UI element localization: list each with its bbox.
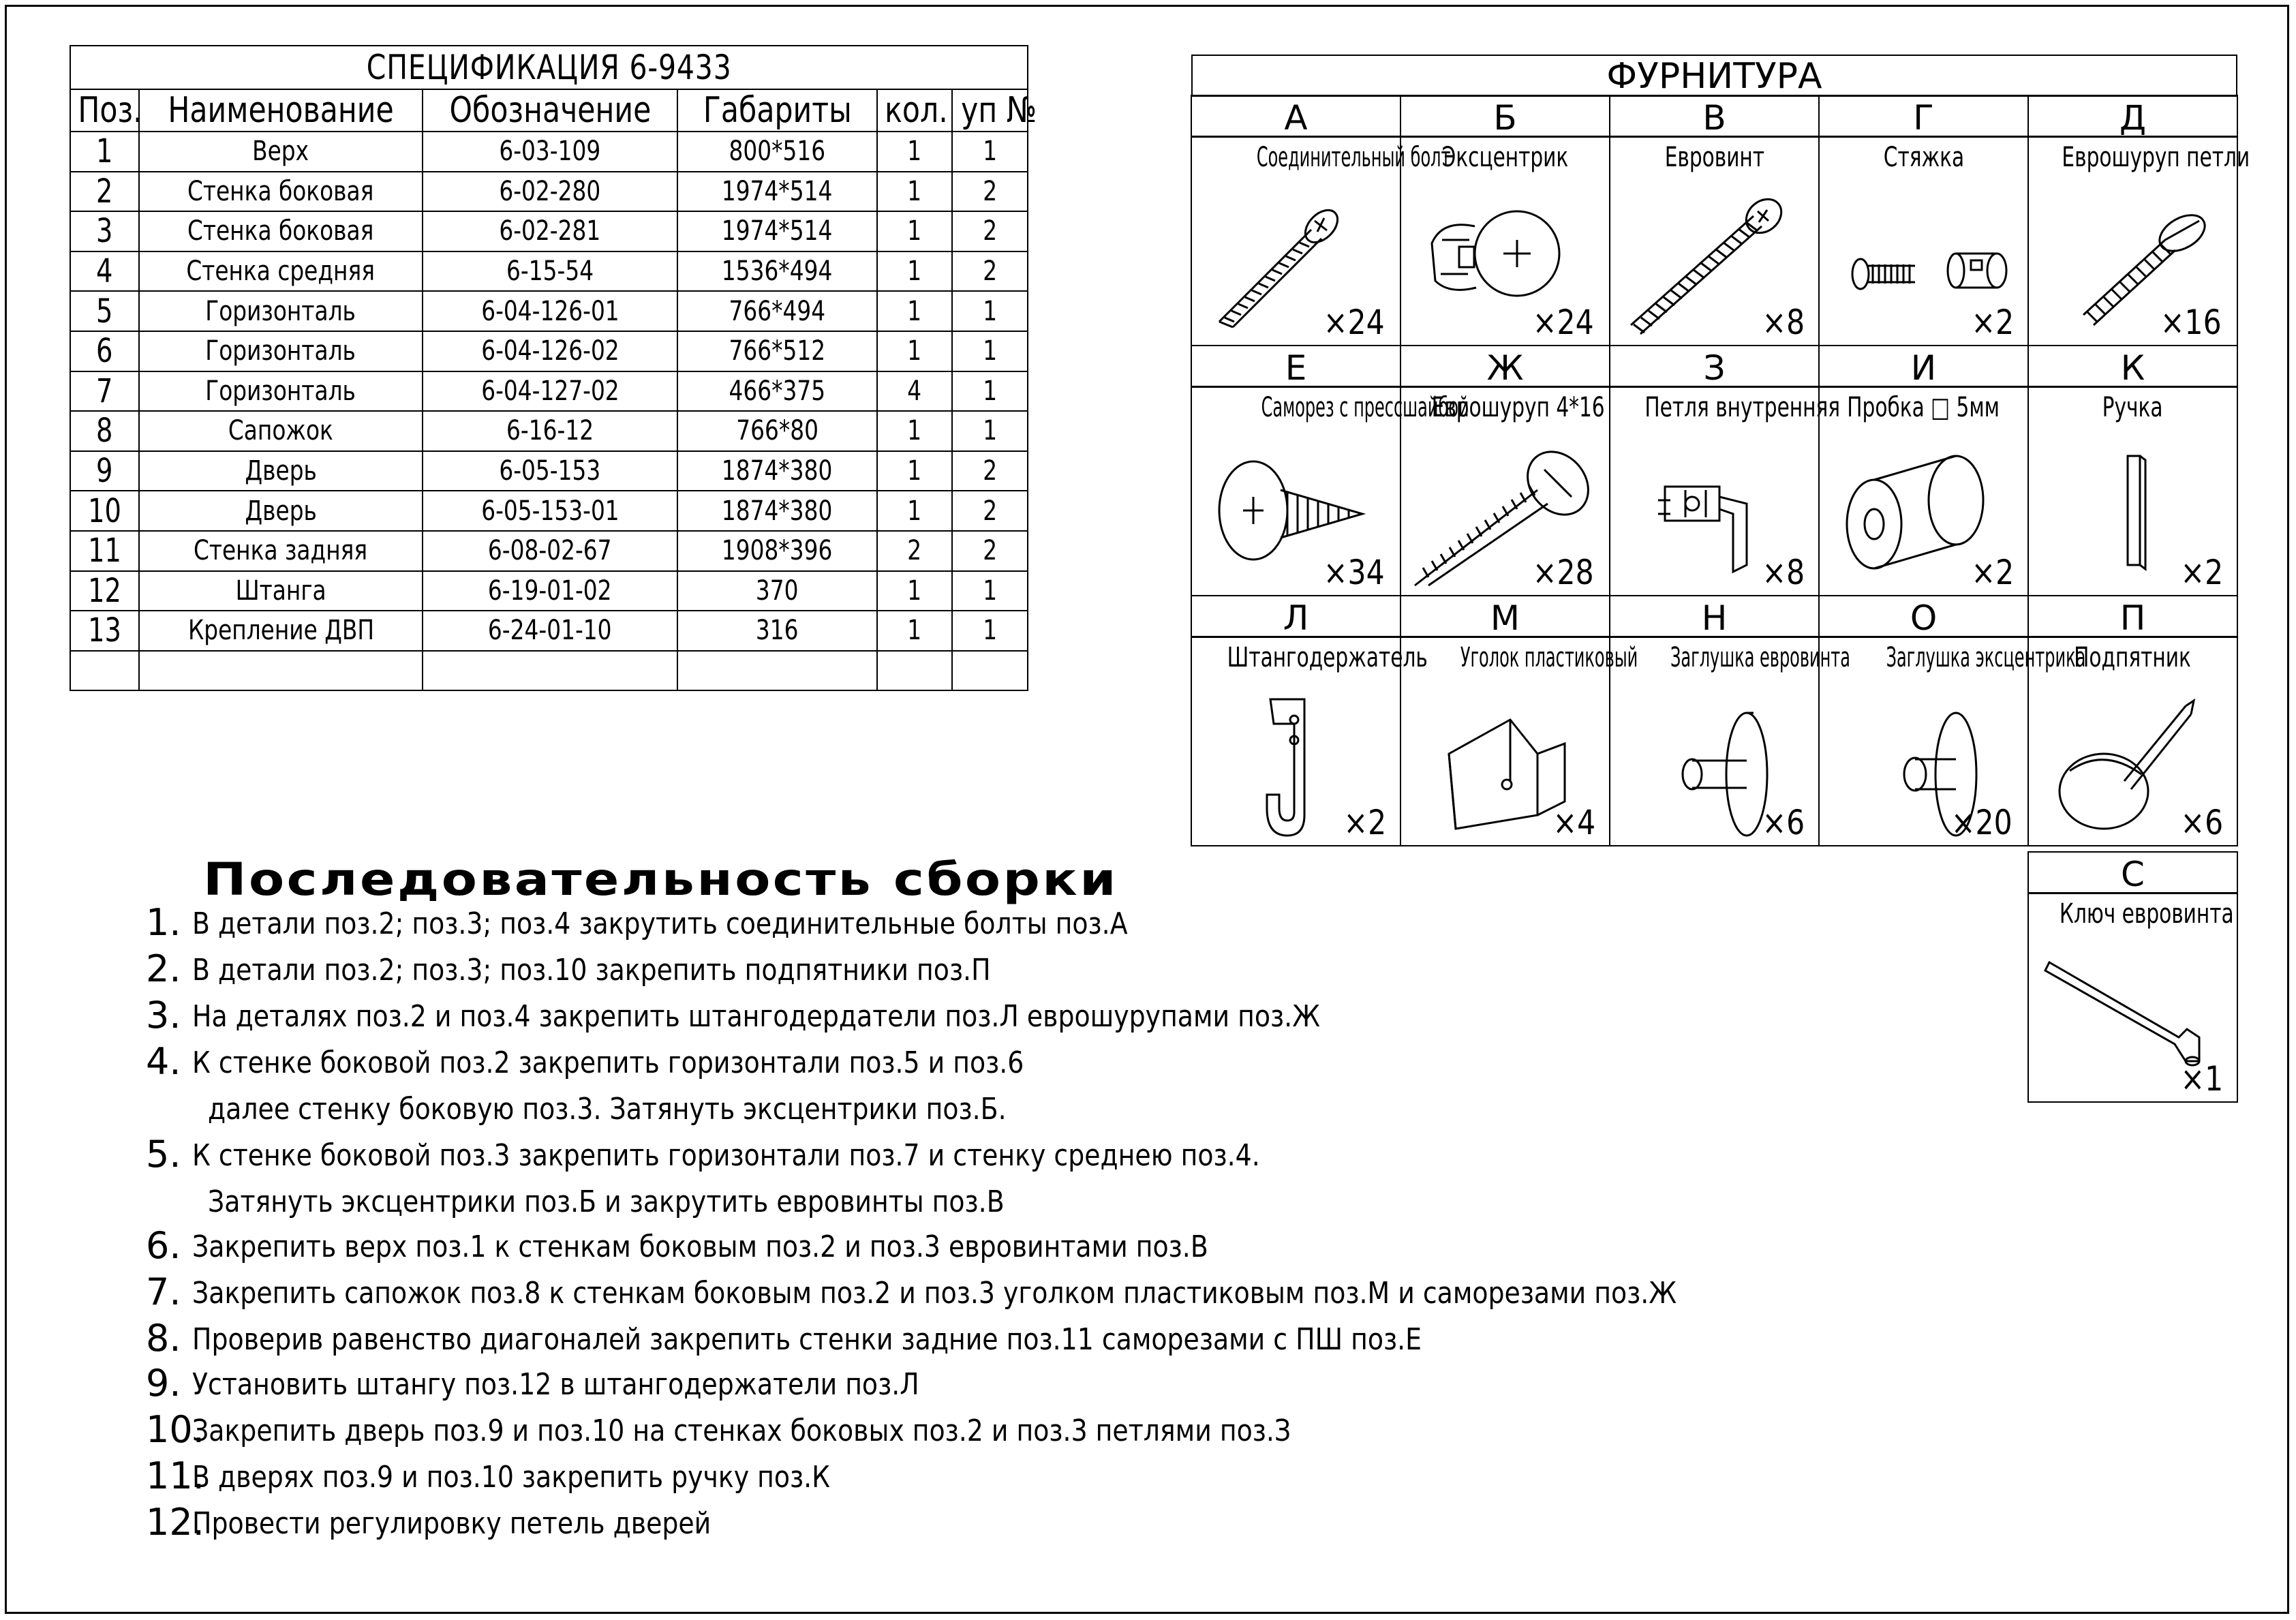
hardware-qty: ×2 — [2180, 553, 2224, 592]
hardware-name: Ключ евровинта — [2059, 898, 2234, 930]
spec-cell-size: 466*375 — [677, 371, 877, 412]
spec-cell-size: 1974*514 — [677, 172, 877, 212]
hardware-qty: ×20 — [1951, 803, 2013, 842]
spec-cell-code: 6-19-01-02 — [423, 571, 677, 611]
spec-cell-pos: 7 — [70, 371, 139, 412]
hardware-cell — [2027, 637, 2238, 846]
spec-cell-pack: 2 — [952, 172, 1028, 212]
hardware-name: Штангодержатель — [1227, 642, 1428, 673]
spec-cell-size: 1874*380 — [677, 491, 877, 531]
hardware-qty: ×2 — [1343, 803, 1387, 842]
spec-cell-name: Стенка боковая — [139, 211, 423, 251]
spec-cell-pack: 1 — [952, 331, 1028, 371]
hardware-qty: ×6 — [1762, 803, 1805, 842]
hardware-letter: А — [1191, 95, 1401, 137]
hardware-name: Уголок пластиковый — [1460, 642, 1638, 673]
hardware-cell — [1400, 637, 1638, 846]
hardware-item — [2028, 346, 2237, 596]
step-text: К стенке боковой поз.3 закрепить горизонтали поз.7 и стенку среднею поз.4. — [192, 1138, 1260, 1173]
spec-cell-size: 800*516 — [677, 132, 877, 172]
spec-cell-qty: 1 — [877, 571, 952, 611]
spec-cell-qty — [877, 651, 952, 691]
spec-cell-pack: 2 — [952, 491, 1028, 531]
step-text-continued: далее стенку боковую поз.3. Затянуть эксцентрики поз.Б. — [208, 1092, 1007, 1127]
spec-cell-code: 6-05-153-01 — [423, 491, 677, 531]
hardware-letter: Ж — [1400, 345, 1610, 387]
step-number: 1. — [146, 901, 181, 944]
spec-cell-name: Крепление ДВП — [139, 611, 423, 651]
step-text: В детали поз.2; поз.3; поз.10 закрепить подпятники поз.П — [192, 953, 991, 988]
hardware-item — [1400, 596, 1638, 846]
step-number: 5. — [146, 1133, 181, 1176]
hardware-qty: ×24 — [1323, 303, 1386, 342]
hardware-letter: К — [2027, 345, 2238, 387]
spec-cell-pack: 2 — [952, 531, 1028, 571]
spec-cell-pack: 1 — [952, 611, 1028, 651]
step-text: Закрепить сапожок поз.8 к стенкам боковым поз.2 и поз.3 уголком пластиковым поз.М и саморезами поз.Ж — [192, 1276, 1677, 1311]
spec-row — [70, 411, 1028, 451]
spec-cell-size: 316 — [677, 611, 877, 651]
spec-cell-pack: 2 — [952, 251, 1028, 292]
hardware-item — [1400, 346, 1610, 596]
spec-cell-name: Дверь — [139, 491, 423, 531]
hardware-table — [1191, 55, 2250, 1099]
spec-row — [70, 371, 1028, 412]
step-number: 6. — [146, 1224, 181, 1267]
spec-cell-name: Верх — [139, 132, 423, 172]
hardware-cell — [1818, 637, 2086, 846]
hardware-name: Заглушка евровинта — [1670, 642, 1850, 673]
hardware-cell — [2027, 136, 2250, 346]
spec-row — [70, 211, 1028, 251]
spec-row — [70, 571, 1028, 611]
spec-cell-name: Горизонталь — [139, 331, 423, 371]
spec-cell-size: 370 — [677, 571, 877, 611]
hardware-cell — [1400, 386, 1610, 596]
spec-cell-name: Горизонталь — [139, 371, 423, 412]
spec-cell-qty: 1 — [877, 611, 952, 651]
spec-cell-code: 6-04-126-02 — [423, 331, 677, 371]
step-number: 10. — [146, 1408, 204, 1451]
hardware-letter: П — [2027, 595, 2238, 637]
spec-cell-code — [423, 651, 677, 691]
step-number: 2. — [146, 947, 181, 990]
spec-row — [70, 651, 1028, 691]
spec-header-code: Обозначение — [423, 89, 677, 132]
hardware-cell — [1400, 136, 1610, 346]
spec-cell-pos: 6 — [70, 331, 139, 371]
step-text-continued: Затянуть эксцентрики поз.Б и закрутить евровинты поз.В — [208, 1185, 1005, 1219]
spec-cell-name — [139, 651, 423, 691]
spec-row — [70, 451, 1028, 491]
spec-header-qty: кол. — [877, 89, 952, 132]
step-text: Закрепить дверь поз.9 и поз.10 на стенках боковых поз.2 и поз.3 петлями поз.З — [192, 1413, 1291, 1448]
spec-cell-qty: 1 — [877, 411, 952, 451]
spec-cell-size: 766*494 — [677, 291, 877, 331]
step-text: В детали поз.2; поз.3; поз.4 закрутить соединительные болты поз.А — [192, 906, 1128, 941]
spec-cell-qty: 1 — [877, 132, 952, 172]
spec-row — [70, 132, 1028, 172]
hardware-qty: ×1 — [2180, 1059, 2224, 1099]
spec-cell-name: Стенка боковая — [139, 172, 423, 212]
spec-cell-code: 6-24-01-10 — [423, 611, 677, 651]
spec-cell-name: Сапожок — [139, 411, 423, 451]
spec-cell-qty: 1 — [877, 491, 952, 531]
hardware-qty: ×2 — [1971, 553, 2015, 592]
spec-cell-pos: 8 — [70, 411, 139, 451]
step-text: На деталях поз.2 и поз.4 закрепить штангодердатели поз.Л еврошурупами поз.Ж — [192, 999, 1320, 1034]
hardware-qty: ×24 — [1533, 303, 1595, 342]
hardware-cell — [1191, 386, 1469, 596]
step-text: Проверив равенство диагоналей закрепить стенки задние поз.11 саморезами с ПШ поз.Е — [192, 1322, 1422, 1357]
spec-cell-size — [677, 651, 877, 691]
spec-row — [70, 611, 1028, 651]
spec-row — [70, 531, 1028, 571]
hardware-name: Подпятник — [2074, 642, 2192, 673]
spec-cell-pack: 1 — [952, 411, 1028, 451]
spec-cell-pos: 9 — [70, 451, 139, 491]
step-number: 3. — [146, 994, 181, 1037]
hardware-qty: ×8 — [1762, 303, 1805, 342]
spec-cell-name: Стенка средняя — [139, 251, 423, 292]
step-number: 9. — [146, 1362, 181, 1405]
spec-cell-pack: 2 — [952, 451, 1028, 491]
spec-cell-size: 766*80 — [677, 411, 877, 451]
hardware-item — [2028, 852, 2237, 1102]
hardware-name: Эксцентрик — [1441, 142, 1569, 173]
spec-cell-qty: 1 — [877, 331, 952, 371]
spec-cell-pos: 13 — [70, 611, 139, 651]
spec-cell-pos: 3 — [70, 211, 139, 251]
spec-cell-code: 6-15-54 — [423, 251, 677, 292]
hardware-letter: Д — [2027, 95, 2238, 137]
spec-cell-qty: 4 — [877, 371, 952, 412]
hardware-cell — [1191, 136, 1451, 346]
spec-cell-code: 6-04-127-02 — [423, 371, 677, 412]
spec-header-size: Габариты — [677, 89, 877, 132]
hardware-letter: Л — [1191, 595, 1401, 637]
spec-header-pack: уп № — [952, 89, 1028, 132]
spec-cell-pack: 1 — [952, 371, 1028, 412]
hardware-name: Петля внутренняя — [1644, 392, 1841, 423]
spec-cell-size: 1874*380 — [677, 451, 877, 491]
spec-cell-pos: 4 — [70, 251, 139, 292]
spec-cell-qty: 1 — [877, 451, 952, 491]
hardware-item — [1819, 596, 2086, 846]
spec-row — [70, 291, 1028, 331]
hardware-name: Еврошуруп 4*16 — [1431, 392, 1605, 423]
spec-cell-qty: 1 — [877, 251, 952, 292]
hardware-letter: С — [2027, 851, 2238, 893]
spec-header-row — [70, 89, 1028, 132]
step-number: 8. — [146, 1317, 181, 1360]
step-number: 12. — [146, 1501, 204, 1544]
hardware-name: Заглушка эксцентрика — [1886, 642, 2086, 673]
spec-cell-qty: 1 — [877, 211, 952, 251]
hardware-qty: ×6 — [2180, 803, 2224, 842]
hardware-letter: З — [1609, 345, 1820, 387]
hardware-letter: Е — [1191, 345, 1401, 387]
spec-cell-pos: 1 — [70, 132, 139, 172]
hardware-letter: Г — [1818, 95, 2029, 137]
hardware-letter: М — [1400, 595, 1610, 637]
hardware-qty: ×16 — [2160, 303, 2222, 342]
hardware-item — [2028, 596, 2237, 846]
spec-header-pos: Поз. — [70, 89, 139, 132]
spec-row — [70, 172, 1028, 212]
spec-cell-code: 6-08-02-67 — [423, 531, 677, 571]
spec-cell-pack: 1 — [952, 291, 1028, 331]
hardware-cell — [1609, 637, 1850, 846]
step-number: 11. — [146, 1454, 204, 1497]
spec-cell-code: 6-03-109 — [423, 132, 677, 172]
spec-cell-qty: 1 — [877, 172, 952, 212]
hardware-item — [1819, 95, 2028, 346]
spec-cell-pack — [952, 651, 1028, 691]
hardware-cell — [2027, 386, 2238, 596]
spec-cell-size: 1908*396 — [677, 531, 877, 571]
hardware-name: Стяжка — [1883, 142, 1964, 173]
hardware-cell — [2027, 893, 2238, 1103]
step-text: Установить штангу поз.12 в штангодержатели поз.Л — [192, 1367, 919, 1402]
hardware-item — [2028, 95, 2250, 346]
hardware-cell — [1191, 637, 1428, 846]
hardware-letter: Н — [1609, 595, 1820, 637]
hardware-letter: Б — [1400, 95, 1610, 137]
spec-cell-code: 6-16-12 — [423, 411, 677, 451]
spec-cell-name: Дверь — [139, 451, 423, 491]
spec-cell-qty: 1 — [877, 291, 952, 331]
spec-cell-size: 1536*494 — [677, 251, 877, 292]
hardware-name: Евровинт — [1664, 142, 1764, 173]
assembly-title: Последовательность сборки — [203, 853, 1118, 906]
hardware-cell — [1818, 136, 2029, 346]
spec-title: СПЕЦИФИКАЦИЯ 6-9433 — [70, 46, 1028, 89]
step-text: Провести регулировку петель дверей — [192, 1506, 711, 1541]
spec-cell-pos — [70, 651, 139, 691]
hardware-qty: ×2 — [1971, 303, 2015, 342]
step-text: К стенке боковой поз.2 закрепить горизонтали поз.5 и поз.6 — [192, 1045, 1024, 1080]
hardware-name: Ручка — [2102, 392, 2163, 423]
hardware-item — [1819, 346, 2028, 596]
spec-cell-code: 6-05-153 — [423, 451, 677, 491]
spec-cell-pos: 11 — [70, 531, 139, 571]
hardware-qty: ×8 — [1762, 553, 1805, 592]
spec-header-name: Наименование — [139, 89, 423, 132]
hardware-qty: ×28 — [1533, 553, 1595, 592]
step-number: 4. — [146, 1040, 181, 1083]
spec-cell-size: 1974*514 — [677, 211, 877, 251]
hardware-letter: И — [1818, 345, 2029, 387]
spec-cell-code: 6-04-126-01 — [423, 291, 677, 331]
spec-cell-qty: 2 — [877, 531, 952, 571]
spec-cell-size: 766*512 — [677, 331, 877, 371]
step-number: 7. — [146, 1270, 181, 1313]
hardware-name: Соединительный болт — [1256, 142, 1451, 173]
hardware-cell — [1818, 386, 2029, 596]
spec-cell-code: 6-02-280 — [423, 172, 677, 212]
hardware-qty: ×34 — [1323, 553, 1386, 592]
hardware-qty: ×4 — [1552, 803, 1596, 842]
hardware-item — [1191, 95, 1451, 346]
hardware-name: Еврошуруп петли — [2062, 142, 2250, 173]
hardware-item — [1191, 346, 1469, 596]
hardware-cell — [1609, 136, 1820, 346]
step-text: Закрепить верх поз.1 к стенкам боковым поз.2 и поз.3 евровинтами поз.В — [192, 1229, 1208, 1264]
hardware-item — [1610, 95, 1819, 346]
hardware-item — [1400, 95, 1610, 346]
spec-cell-pos: 10 — [70, 491, 139, 531]
spec-cell-pos: 5 — [70, 291, 139, 331]
spec-row — [70, 331, 1028, 371]
hardware-item — [1610, 596, 1850, 846]
spec-row — [70, 251, 1028, 292]
hardware-name: Пробка □ 5мм — [1847, 392, 2000, 423]
specification-table — [70, 45, 1037, 691]
spec-cell-pack: 2 — [952, 211, 1028, 251]
spec-cell-name: Стенка задняя — [139, 531, 423, 571]
hardware-title: ФУРНИТУРА — [1191, 55, 2237, 97]
hardware-name: Саморез с прессшайбой — [1261, 392, 1469, 423]
spec-cell-pack: 1 — [952, 571, 1028, 611]
hardware-cell — [1609, 386, 1841, 596]
hardware-letter: О — [1818, 595, 2029, 637]
spec-cell-name: Горизонталь — [139, 291, 423, 331]
hardware-item — [1191, 596, 1428, 846]
hardware-letter: В — [1609, 95, 1820, 137]
hardware-item — [1610, 346, 1841, 596]
spec-cell-pack: 1 — [952, 132, 1028, 172]
spec-cell-code: 6-02-281 — [423, 211, 677, 251]
spec-row — [70, 491, 1028, 531]
spec-cell-pos: 12 — [70, 571, 139, 611]
spec-cell-name: Штанга — [139, 571, 423, 611]
step-text: В дверях поз.9 и поз.10 закрепить ручку поз.К — [192, 1460, 831, 1495]
spec-cell-pos: 2 — [70, 172, 139, 212]
